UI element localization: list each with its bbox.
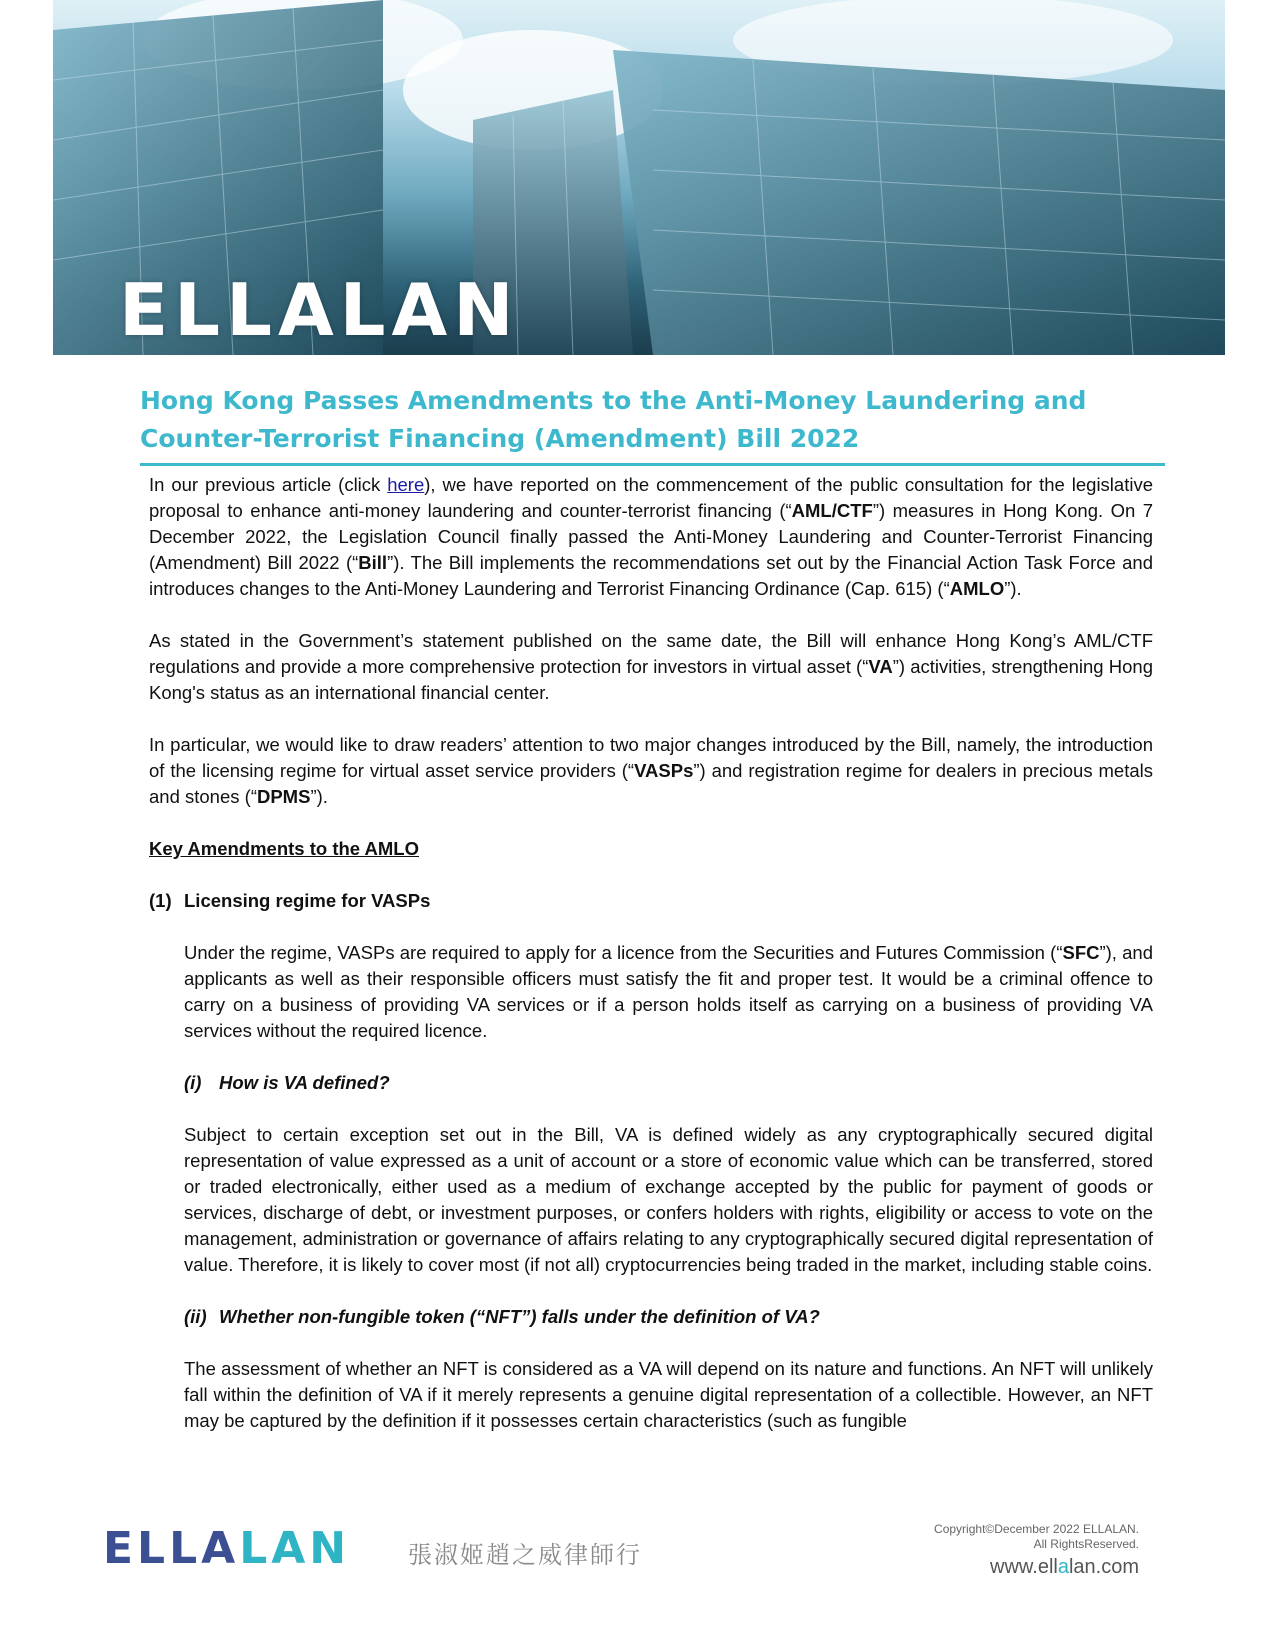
text: ), we have reported on the commencement of the public consultation for the legislative proposal to enhance anti-money laundering and counter-terrorist financing (“: [149, 474, 1153, 521]
term-sfc: SFC: [1062, 942, 1100, 963]
logo-part-a: ELLA: [103, 1523, 240, 1574]
text: ”).: [310, 786, 328, 807]
text: ”) activities, strengthening Hong Kong's status as an international financial center.: [149, 656, 1154, 703]
text: In our previous article (click: [149, 474, 388, 495]
section-1-heading: [149, 888, 1153, 914]
footer-copyright: [934, 1522, 1139, 1552]
section-number: (1): [149, 890, 172, 911]
logo-part-b: LAN: [239, 1523, 351, 1574]
term-va: VA: [868, 656, 893, 677]
url-highlight: a: [1057, 1556, 1069, 1578]
sub-title: Whether non-fungible token (“NFT”) falls under the definition of VA?: [219, 1306, 820, 1327]
intro-paragraph-2: [149, 628, 1153, 706]
term-aml-ctf: AML/CTF: [791, 500, 873, 521]
title-divider: [140, 463, 1165, 466]
text: ”).: [1004, 578, 1022, 599]
page-title: Hong Kong Passes Amendments to the Anti-Money Laundering and Counter-Terrorist Financing (Amendment) Bill 2022: [140, 386, 1087, 453]
url-part-b: lan.com: [1068, 1556, 1139, 1578]
intro-paragraph-1: [149, 472, 1153, 602]
text: ”) and registration regime for dealers in precious metals and stones (“: [149, 760, 1153, 807]
text: ”). The Bill implements the recommendations set out by the Financial Action Task Force and introduces changes to the Anti-Money Laundering and Terrorist Financing Ordinance (Cap. 615) (“: [149, 552, 1153, 599]
footer-chinese-name: 張淑姬趙之威律師行: [408, 1541, 642, 1569]
article-body: [149, 472, 1153, 1460]
footer-website-link[interactable]: [990, 1556, 1139, 1579]
text: In particular, we would like to draw readers’ attention to two major changes introduced by the Bill, namely, the introduction of the licensing regime for virtual asset service providers (“: [149, 734, 1153, 781]
term-dpms: DPMS: [256, 786, 311, 807]
sub-i-heading: [149, 1070, 1153, 1096]
hero-logo: ELLALAN: [119, 268, 520, 352]
sub-title: How is VA defined?: [219, 1072, 390, 1093]
text: ”), and applicants as well as their responsible officers must satisfy the fit and proper test. It would be a criminal offence to carry on a business of providing VA services or if a person holds itself as carrying on a business of providing VA services without the required licence.: [184, 942, 1153, 1041]
copyright-line-1: Copyright©December 2022 ELLALAN.: [934, 1522, 1139, 1536]
url-part-a: www.ell: [990, 1556, 1058, 1578]
sub-number: (ii): [184, 1306, 207, 1327]
hero-banner: [53, 0, 1225, 355]
section-1-paragraph: [149, 940, 1153, 1044]
copyright-line-2: All RightsReserved.: [1033, 1537, 1139, 1551]
sub-ii-paragraph: The assessment of whether an NFT is considered as a VA will depend on its nature and functions. An NFT will unlikely fall within the definition of VA if it merely represents a genuine digital representation of a collectible. However, an NFT may be captured by the definition if it possesses certain characteristics (such as fungible: [184, 1358, 1153, 1431]
text: As stated in the Government’s statement published on the same date, the Bill will enhance Hong Kong’s AML/CTF regulations and provide a more comprehensive protection for investors in virtual asset (“: [149, 630, 1153, 677]
term-amlo: AMLO: [949, 578, 1005, 599]
here-link[interactable]: here: [387, 474, 425, 495]
sub-ii-heading: [149, 1304, 1153, 1330]
sub-i-paragraph: Subject to certain exception set out in the Bill, VA is defined widely as any cryptographically secured digital representation of value expressed as a unit of account or a store of economic value which can be transferred, stored or traded electronically, either used as a medium of exchange accepted by the public for payment of goods or services, discharge of debt, or investment purposes, or confers holders with rights, eligibility or access to vote on the management, administration or governance of affairs relating to any cryptographically secured digital representation of value. Therefore, it is likely to cover most (if not all) cryptocurrencies being traded in the market, including stable coins.: [184, 1124, 1153, 1275]
text: Under the regime, VASPs are required to apply for a licence from the Securities and Futures Commission (“: [184, 942, 1063, 963]
intro-paragraph-3: [149, 732, 1153, 810]
sub-number: (i): [184, 1072, 202, 1093]
term-vasps: VASPs: [634, 760, 694, 781]
term-bill: Bill: [358, 552, 388, 573]
text: ”) measures in Hong Kong. On 7 December 2022, the Legislation Council finally passed the Anti-Money Laundering and Counter-Terrorist Financing (Amendment) Bill 2022 (“: [149, 500, 1153, 573]
key-amendments-heading: Key Amendments to the AMLO: [149, 838, 419, 859]
footer-logo: [103, 1523, 350, 1574]
section-title: Licensing regime for VASPs: [184, 890, 431, 911]
